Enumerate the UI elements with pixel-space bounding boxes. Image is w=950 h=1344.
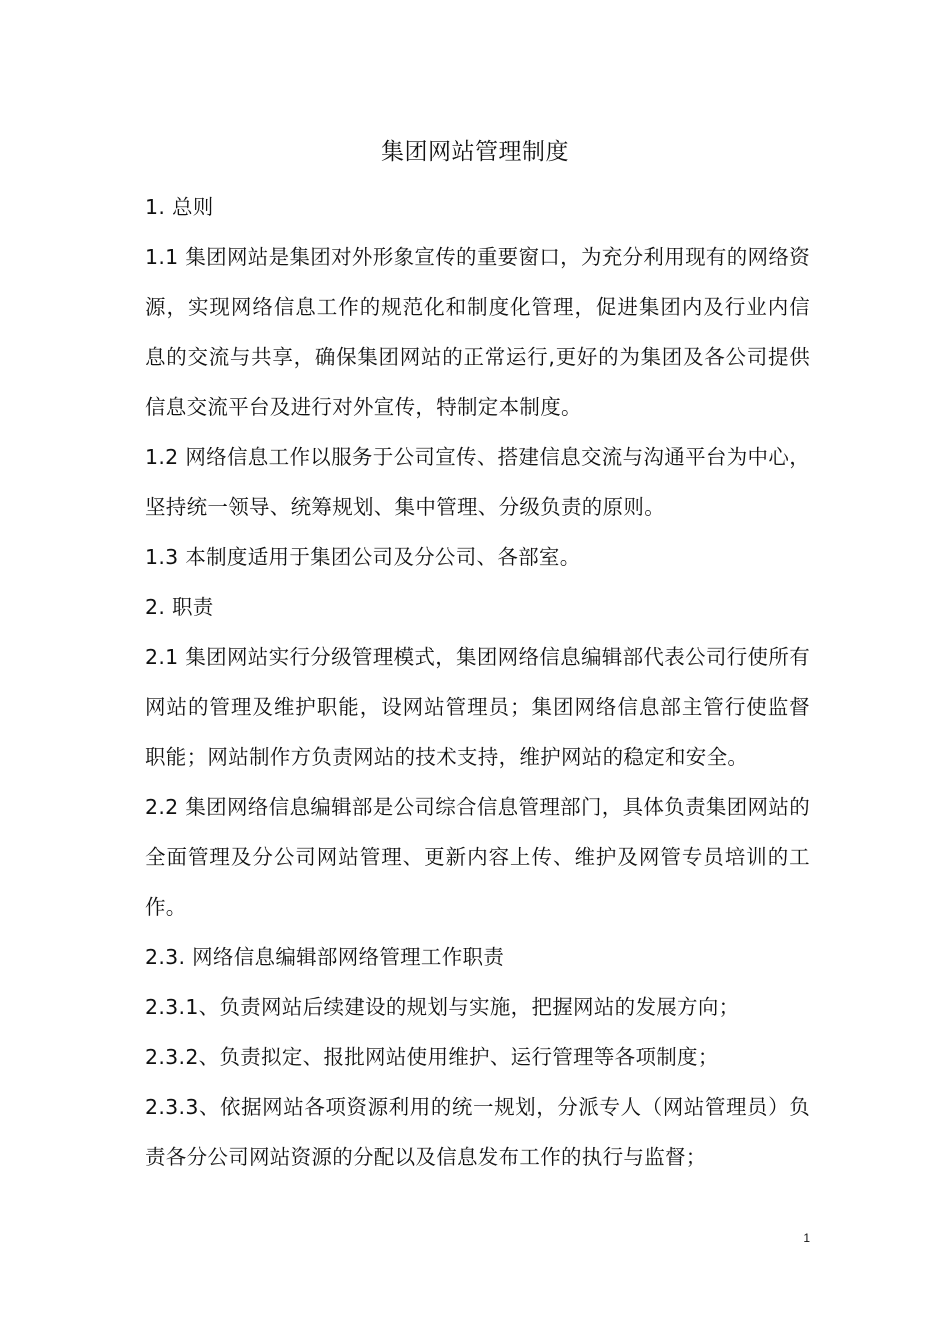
document-body	[145, 182, 810, 1182]
heading-2-3: 2.3. 网络信息编辑部网络管理工作职责	[145, 945, 505, 969]
paragraph-2-1: 2.1 集团网站实行分级管理模式，集团网络信息编辑部代表公司行使所有网站的管理及维护职能，设网站管理员；集团网络信息部主管行使监督职能；网站制作方负责网站的技术支持，维护网站的稳定和安全。	[145, 645, 810, 769]
paragraph-2-3-3: 2.3.3、依据网站各项资源利用的统一规划，分派专人（网站管理员）负责各分公司网站资源的分配以及信息发布工作的执行与监督；	[145, 1095, 810, 1169]
page-number: 1	[803, 1231, 810, 1245]
heading-general: 1. 总则	[145, 195, 214, 219]
paragraph-1-1: 1.1 集团网站是集团对外形象宣传的重要窗口，为充分利用现有的网络资源，实现网络信息工作的规范化和制度化管理，促进集团内及行业内信息的交流与共享，确保集团网站的正常运行,更好的为集团及各公司提供信息交流平台及进行对外宣传，特制定本制度。	[145, 245, 810, 419]
paragraph-1-3: 1.3 本制度适用于集团公司及分公司、各部室。	[145, 545, 581, 569]
paragraph-2-3-1: 2.3.1、负责网站后续建设的规划与实施，把握网站的发展方向；	[145, 995, 740, 1019]
paragraph-2-2: 2.2 集团网络信息编辑部是公司综合信息管理部门，具体负责集团网站的全面管理及分公司网站管理、更新内容上传、维护及网管专员培训的工作。	[145, 795, 810, 919]
paragraph-2-3-2: 2.3.2、负责拟定、报批网站使用维护、运行管理等各项制度；	[145, 1045, 719, 1069]
document-title: 集团网站管理制度	[381, 139, 569, 165]
paragraph-1-2: 1.2 网络信息工作以服务于公司宣传、搭建信息交流与沟通平台为中心，坚持统一领导、统筹规划、集中管理、分级负责的原则。	[145, 445, 810, 519]
heading-duties: 2. 职责	[145, 595, 214, 619]
